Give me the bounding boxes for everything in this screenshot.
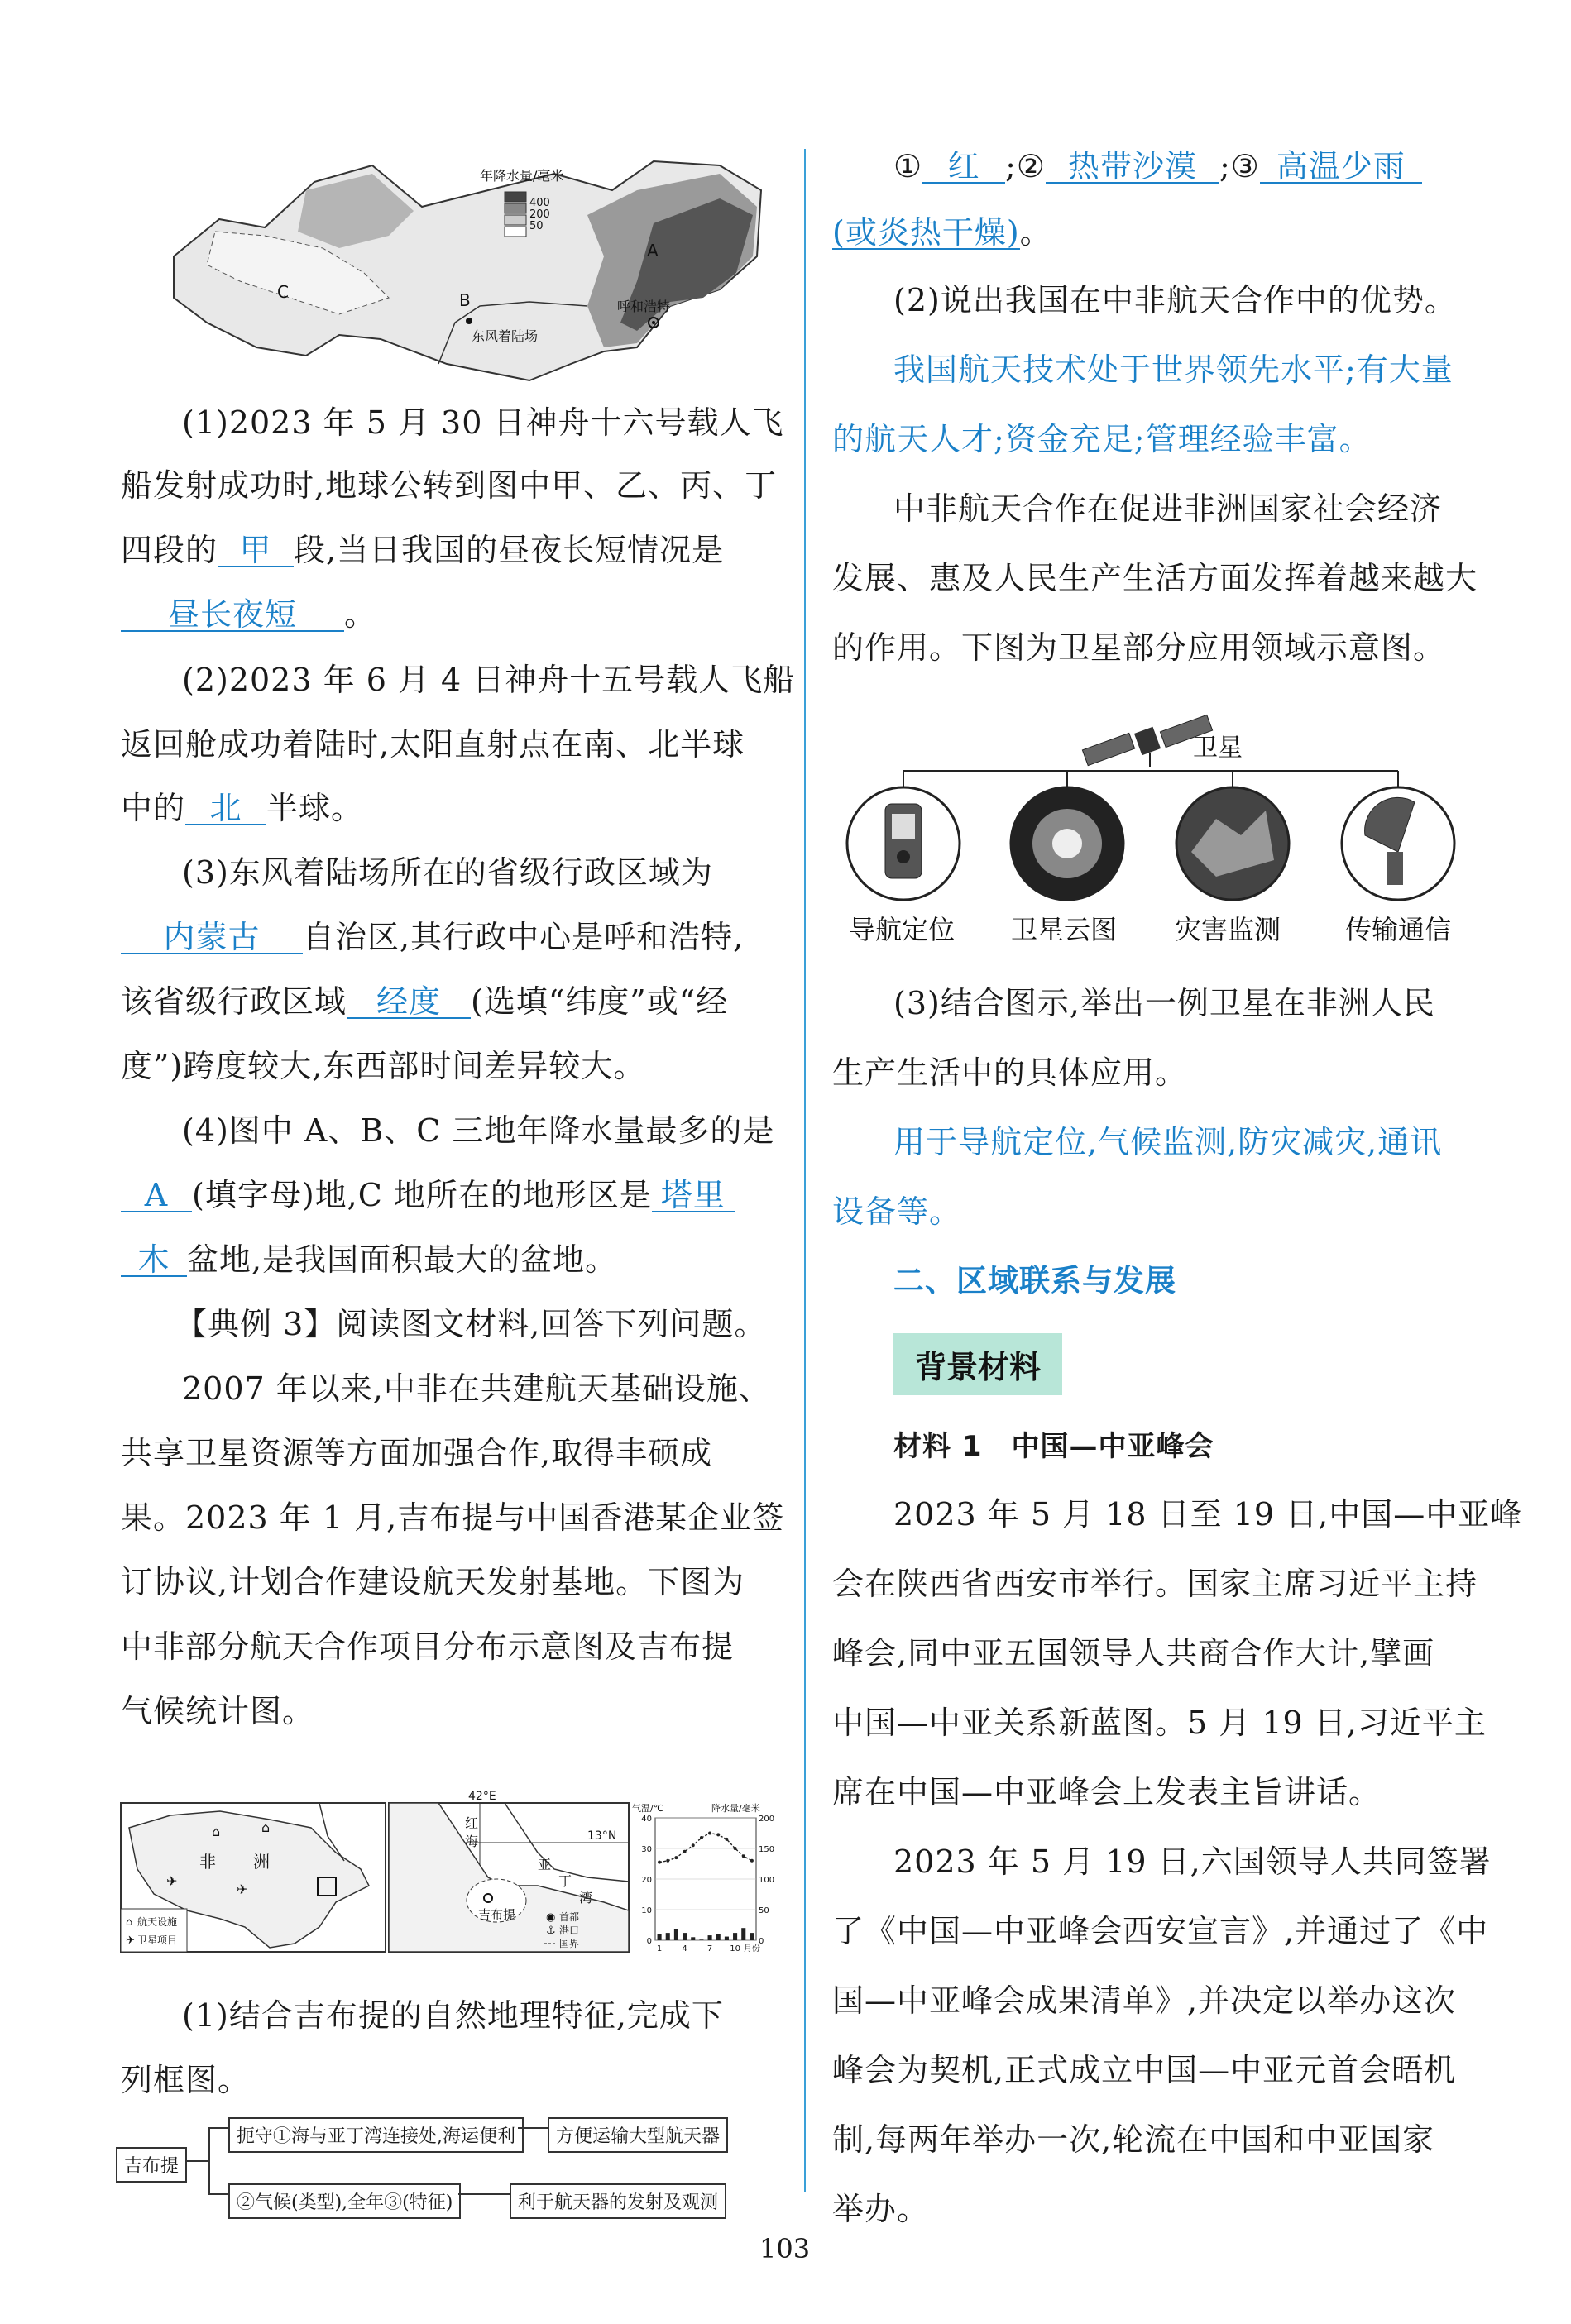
- q4-line2: A (填字母)地,C 地所在的地形区是 塔里: [121, 1179, 735, 1212]
- material2-line2: 发展、惠及人民生产生活方面发挥着越来越大: [832, 560, 1478, 596]
- gulf-label-1: 亚: [538, 1857, 552, 1872]
- temperature-point: [725, 1838, 728, 1841]
- material-line4: 订协议,计划合作建设航天发射基地。下图为: [121, 1564, 745, 1600]
- app-label-2: 卫星云图: [1011, 914, 1118, 945]
- para1-line1: 2023 年 5 月 18 日至 19 日,中国—中亚峰: [893, 1496, 1523, 1533]
- flow-root: 吉布提: [116, 2147, 187, 2183]
- precip-bar: [691, 1937, 695, 1940]
- djibouti-label: 吉布提: [478, 1907, 516, 1922]
- precip-tick-label: 0: [759, 1937, 764, 1946]
- djibouti-map: [389, 1790, 629, 1952]
- para2-line2: 了《中国—中亚峰会西安宣言》,并通过了《中: [832, 1913, 1489, 1949]
- answer-q4-2b: 木: [121, 1244, 187, 1277]
- precip-bar: [699, 1939, 703, 1940]
- gulf-label-2: 丁: [558, 1873, 572, 1889]
- region-c-label: C: [277, 282, 289, 302]
- para1-line2: 会在陕西省西安市举行。国家主席习近平主持: [832, 1566, 1478, 1602]
- temperature-point: [692, 1843, 695, 1847]
- month-tick-label: 10: [730, 1944, 740, 1953]
- answer-31-3: 高温少雨: [1260, 151, 1422, 184]
- q33-line2: 生产生活中的具体应用。: [832, 1054, 1188, 1091]
- answer-q3-1: 内蒙古: [121, 921, 303, 954]
- temperature-point: [742, 1854, 745, 1858]
- temp-tick-label: 40: [641, 1815, 652, 1824]
- temperature-point: [674, 1856, 678, 1859]
- month-axis-label: 月份: [743, 1944, 760, 1953]
- answer-32-line1: 我国航天技术处于世界领先水平;有大量: [893, 351, 1454, 388]
- africa-map: [121, 1803, 386, 1952]
- satellite-diagram: [827, 711, 1489, 959]
- temperature-point: [750, 1859, 754, 1863]
- q3-line4: 度”)跨度较大,东西部时间差异较大。: [121, 1048, 646, 1084]
- section-2-heading: 二、区域联系与发展: [893, 1263, 1176, 1298]
- precip-bar: [750, 1933, 754, 1940]
- answer-q4-1: A: [121, 1179, 192, 1212]
- gulf-label-3: 湾: [579, 1890, 593, 1906]
- temperature-line: [659, 1834, 752, 1863]
- temp-tick-label: 30: [641, 1845, 652, 1854]
- q2-line1: (2)2023 年 6 月 4 日神舟十五号载人飞船: [182, 662, 796, 698]
- q2-line3: 中的 北 半球。: [121, 790, 364, 826]
- africa-label-2: 洲: [253, 1852, 270, 1872]
- month-tick-label: 1: [656, 1944, 663, 1953]
- para2-line4: 峰会为契机,正式成立中国—中亚元首会晤机: [832, 2052, 1457, 2088]
- temperature-point: [658, 1861, 661, 1864]
- answer-31-2: 热带沙漠: [1046, 151, 1219, 184]
- precip-bar: [666, 1933, 670, 1940]
- app-label-1: 导航定位: [849, 914, 956, 945]
- material-line1: 2007 年以来,中非在共建航天基础设施、: [182, 1370, 771, 1407]
- q1-line2: 船发射成功时,地球公转到图中甲、乙、丙、丁: [121, 467, 778, 504]
- column-divider: [804, 149, 806, 2192]
- answer-31-3b: (或炎热干燥): [832, 214, 1020, 251]
- q31-line1: (1)结合吉布提的自然地理特征,完成下: [182, 1997, 724, 2034]
- region-b-label: B: [459, 290, 471, 310]
- precip-bar: [741, 1928, 745, 1940]
- month-tick-label: 4: [682, 1944, 687, 1953]
- temp-tick-label: 20: [641, 1876, 652, 1885]
- africa-label-1: 非: [199, 1852, 216, 1872]
- legend-border: 国界: [559, 1938, 580, 1949]
- answer-q1-2: 昼长夜短: [121, 599, 344, 632]
- facility-icon: ⌂: [212, 1824, 221, 1839]
- answer-q3-2: 经度: [347, 986, 471, 1019]
- temperature-point: [666, 1859, 669, 1863]
- precip-bar: [658, 1934, 662, 1940]
- legend-400: 400: [529, 197, 550, 209]
- para1-line5: 席在中国—中亚峰会上发表主旨讲话。: [832, 1774, 1382, 1810]
- app-label-3: 灾害监测: [1175, 914, 1281, 945]
- satellite-label: 卫星: [1193, 734, 1243, 763]
- answer-q4-2a: 塔里: [652, 1179, 735, 1212]
- temperature-point: [683, 1850, 687, 1853]
- dongfeng-label: 东风着陆场: [472, 328, 539, 344]
- month-tick-label: 7: [706, 1944, 713, 1953]
- legend-title: 年降水量/毫米: [480, 168, 564, 184]
- legend-port: 港口: [559, 1925, 580, 1936]
- climate-chart: [632, 1801, 778, 1953]
- answer-line1: ① 红 ;② 热带沙漠 ;③ 高温少雨: [893, 151, 1422, 184]
- para2-line3: 国—中亚峰会成果清单》,并决定以举办这次: [832, 1982, 1457, 2019]
- precipitation-map: [141, 157, 769, 397]
- legend-project: 卫星项目: [137, 1934, 178, 1946]
- satellite-project-icon: ✈: [166, 1873, 178, 1889]
- q3-line2: 内蒙古 自治区,其行政中心是呼和浩特,: [121, 921, 744, 954]
- legend-50: 50: [529, 220, 544, 232]
- temperature-point: [716, 1833, 720, 1836]
- material2-line3: 的作用。下图为卫星部分应用领域示意图。: [832, 629, 1446, 666]
- precip-bar: [725, 1937, 729, 1940]
- precip-axis-title: 降水量/毫米: [711, 1803, 760, 1814]
- svg-text:◉: ◉: [546, 1911, 556, 1924]
- facility-icon: ⌂: [261, 1820, 271, 1835]
- precip-tick-label: 150: [759, 1845, 775, 1854]
- answer-33-line2: 设备等。: [832, 1193, 962, 1230]
- q4-line3: 木 盆地,是我国面积最大的盆地。: [121, 1244, 617, 1277]
- temp-tick-label: 10: [641, 1906, 652, 1915]
- q3-line3: 该省级行政区域 经度 (选填“纬度”或“经: [121, 983, 729, 1020]
- answer-q1-1: 甲: [218, 534, 294, 567]
- svg-text:⌂: ⌂: [126, 1916, 133, 1929]
- q32: (2)说出我国在中非航天合作中的优势。: [893, 282, 1457, 318]
- red-sea-label: 红: [465, 1815, 479, 1831]
- legend-facility: 航天设施: [137, 1916, 178, 1928]
- q33-line1: (3)结合图示,举出一例卫星在非洲人民: [893, 985, 1435, 1021]
- material-line2: 共享卫星资源等方面加强合作,取得丰硕成: [121, 1435, 713, 1471]
- answer-33-line1: 用于导航定位,气候监测,防灾减灾,通讯: [893, 1124, 1443, 1160]
- precip-bar: [683, 1933, 687, 1940]
- para2-line5: 制,每两年举办一次,轮流在中国和中亚国家: [832, 2121, 1435, 2158]
- app-label-4: 传输通信: [1345, 914, 1452, 945]
- answer-31-1: 红: [922, 151, 1005, 184]
- precip-tick-label: 200: [759, 1815, 775, 1824]
- temp-axis-title: 气温/℃: [632, 1803, 664, 1814]
- precip-tick-label: 50: [759, 1906, 769, 1915]
- flowchart: [116, 2117, 778, 2213]
- temperature-point: [700, 1836, 703, 1839]
- para2-line1: 2023 年 5 月 19 日,六国领导人共同签署: [893, 1843, 1492, 1880]
- material-line5: 中非部分航天合作项目分布示意图及吉布提: [121, 1628, 735, 1665]
- region-a-label: A: [647, 241, 659, 261]
- q31-line2: 列框图。: [121, 2062, 251, 2098]
- q1-line3: 四段的 甲 段,当日我国的昼夜长短情况是: [121, 532, 725, 568]
- q2-line2: 返回舱成功着陆时,太阳直射点在南、北半球: [121, 726, 745, 763]
- q4-line1: (4)图中 A、B、C 三地年降水量最多的是: [182, 1112, 775, 1149]
- svg-text:⚓: ⚓: [546, 1925, 556, 1937]
- longitude-label: 42°E: [468, 1790, 496, 1803]
- legend-capital: 首都: [559, 1911, 580, 1923]
- temperature-point: [734, 1847, 737, 1850]
- huhehaote-label: 呼和浩特: [617, 299, 671, 314]
- para1-line4: 中国—中亚关系新蓝图。5 月 19 日,习近平主: [832, 1705, 1487, 1741]
- legend-200: 200: [529, 208, 550, 221]
- red-sea-label-2: 海: [465, 1834, 479, 1849]
- q3-line1: (3)东风着陆场所在的省级行政区域为: [182, 854, 713, 891]
- precip-bar: [733, 1933, 737, 1940]
- q1-line4: 昼长夜短 。: [121, 599, 376, 632]
- latitude-label: 13°N: [587, 1829, 617, 1843]
- page-number: 103: [759, 2233, 811, 2264]
- temp-tick-label: 0: [646, 1937, 652, 1946]
- para2-line6: 举办。: [832, 2191, 930, 2227]
- answer-q2: 北: [185, 792, 266, 825]
- satellite-project-icon: ✈: [237, 1882, 248, 1897]
- flow-box-1: 扼守①海与亚丁湾连接处,海运便利: [228, 2117, 524, 2153]
- material-line3: 果。2023 年 1 月,吉布提与中国香港某企业签: [121, 1499, 785, 1536]
- answer-32-line2: 的航天人才;资金充足;管理经验丰富。: [832, 421, 1372, 457]
- material-1-title: 材料 1 中国—中亚峰会: [893, 1430, 1214, 1463]
- precip-bar: [716, 1934, 721, 1940]
- precip-bar: [674, 1929, 678, 1940]
- material2-line1: 中非航天合作在促进非洲国家社会经济: [893, 490, 1443, 527]
- answer-line2: (或炎热干燥)。: [832, 214, 1052, 251]
- flow-box-3: ②气候(类型),全年③(特征): [228, 2183, 461, 2219]
- precip-bar: [708, 1935, 712, 1940]
- svg-text:✈: ✈: [126, 1934, 135, 1947]
- flow-box-2: 方便运输大型航天器: [548, 2117, 728, 2153]
- example-3-heading: 【典例 3】阅读图文材料,回答下列问题。: [175, 1306, 767, 1342]
- q1-line1: (1)2023 年 5 月 30 日神舟十六号载人飞: [182, 404, 784, 441]
- dongfeng-marker: [466, 318, 472, 324]
- para1-line3: 峰会,同中亚五国领导人共商合作大计,擘画: [832, 1635, 1435, 1671]
- temperature-point: [708, 1832, 711, 1835]
- material-line6: 气候统计图。: [121, 1693, 315, 1729]
- flow-box-4: 利于航天器的发射及观测: [510, 2183, 726, 2219]
- background-material-tag: 背景材料: [893, 1333, 1062, 1395]
- precip-tick-label: 100: [759, 1876, 775, 1885]
